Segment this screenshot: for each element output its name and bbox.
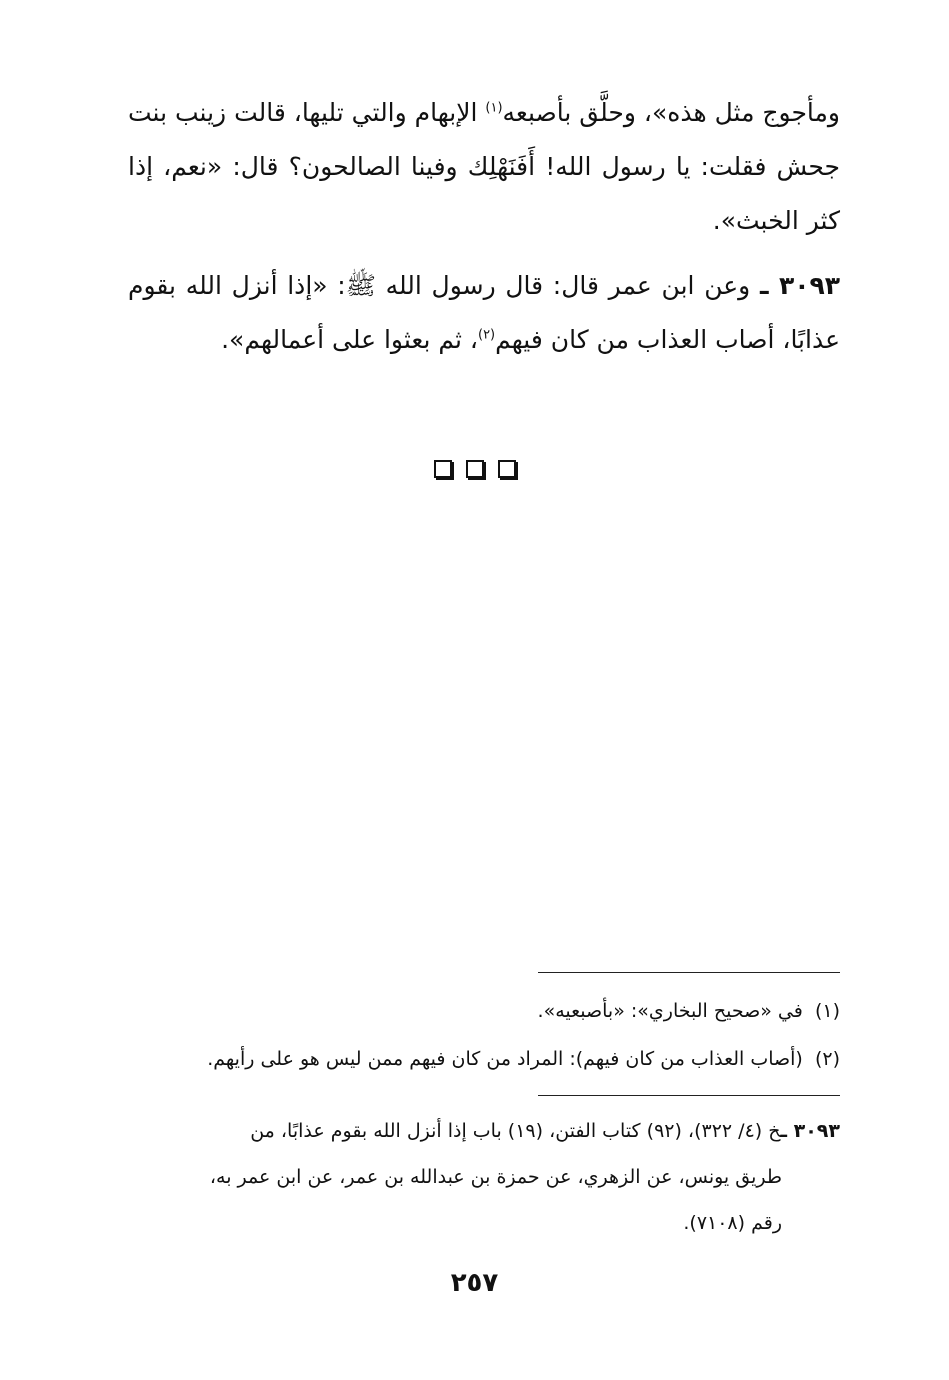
source-line-1-text: خ (٤/ ٣٢٢)، (٩٢) كتاب الفتن، (١٩) باب إذا أنزل الله بقوم عذابًا، من xyxy=(250,1120,781,1142)
source-line-2: طريق يونس، عن الزهري، عن حمزة بن عبدالله بن عمر، عن ابن عمر به، xyxy=(209,1166,782,1188)
paragraph-1-text: ومأجوج مثل هذه»، وحلَّق بأصبعه xyxy=(502,98,840,127)
page-number: ٢٥٧ xyxy=(450,1268,499,1298)
separator-square-icon xyxy=(498,460,516,478)
paragraph-2-text: وعن ابن عمر قال: قال رسول الله ﷺ: «إذا أنزل الله بقوم عذابًا، أصاب العذاب من كان فيهم xyxy=(128,271,840,354)
paragraph-2-continuation: ، ثم بعثوا على أعمالهم». xyxy=(221,325,478,354)
hadith-paragraph-1 xyxy=(128,86,840,248)
footnote-divider xyxy=(538,972,840,973)
hadith-number: ٣٠٩٣ ـ xyxy=(759,271,840,300)
source-line-1 xyxy=(128,1108,840,1154)
source-divider xyxy=(538,1095,840,1096)
hadith-paragraph-2 xyxy=(128,259,840,367)
section-separator xyxy=(0,460,949,478)
footnote-2 xyxy=(128,1044,840,1074)
footnote-2-text: (أصاب العذاب من كان فيهم): المراد من كان فيهم ممن ليس هو على رأيهم. xyxy=(207,1048,803,1070)
separator-square-icon xyxy=(466,460,484,478)
footnote-1-number: (١) xyxy=(814,1000,840,1022)
footnote-1 xyxy=(128,996,840,1026)
footnote-2-number: (٢) xyxy=(814,1048,840,1070)
source-line-3: رقم (٧١٠٨). xyxy=(683,1212,782,1234)
paragraph-1-continuation: الإبهام والتي تليها، قالت زينب بنت جحش فقلت: يا رسول الله! أَفَنَهْلِك وفينا الصالحون؟ قال: «نعم، إذا كثر الخبث». xyxy=(128,98,840,235)
footnote-ref-1: (١) xyxy=(485,100,503,116)
source-reference xyxy=(128,1108,840,1246)
separator-square-icon xyxy=(434,460,452,478)
footnote-1-text: في «صحيح البخاري»: «بأصبعيه». xyxy=(537,1000,803,1022)
source-hadith-number: ٣٠٩٣ ـ xyxy=(780,1120,840,1142)
footnote-ref-2: (٢) xyxy=(477,327,496,343)
